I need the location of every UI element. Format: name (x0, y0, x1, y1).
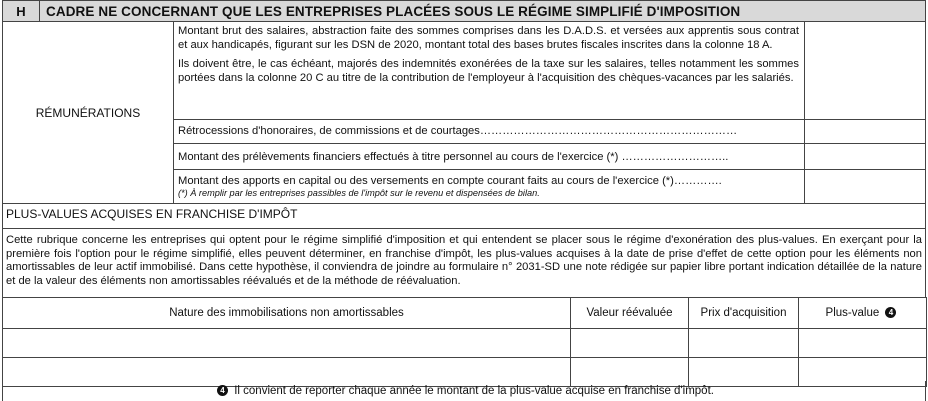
input-nature-1[interactable] (3, 329, 571, 358)
remunerations-values (805, 22, 925, 203)
plus-values-description: Cette rubrique concerne les entreprises qui optent pour le régime simplifié d'imposition et qui entendent se placer sous le régime d'exonération des plus-values. En exerçant pour la première fois l'option pour le régime simplifié, elles peuvent déterminer, en franchise d'impôt, les plus-values acquises à la date de prise d'effet de cette option pour les éléments non amortissables de leur actif immobilisé. Dans cette hypothèse, il conviendra de joindre au formulaire n° 2031-SD une note rédigée sur papier libre portant indication détaillée de la nature et de la valeur des éléments non amortissables réévalués et de la méthode de réévaluation. (2, 229, 926, 297)
col-prix-acquisition: Prix d'acquisition (689, 298, 799, 329)
majorations-paragraph: Ils doivent être, le cas échéant, majorés des indemnités exonérées de la taxe sur les salaires, telles notamment les sommes portées dans la colonne 20 C au titre de la contribution de l'employeur à l'acquisition des chèques-vacances par les salariés. (178, 58, 799, 84)
input-plus-value-1[interactable] (799, 329, 927, 358)
section-header (2, 0, 926, 22)
note-number-icon: 4 (885, 307, 896, 318)
section-title: CADRE NE CONCERNANT QUE LES ENTREPRISES PLACÉES SOUS LE RÉGIME SIMPLIFIÉ D'IMPOSITION (46, 3, 741, 19)
footnote-text: Il convient de reporter chaque année le montant de la plus-value acquise en franchise d'impôt. (234, 385, 714, 397)
salaires-paragraph: Montant brut des salaires, abstraction faite des sommes comprises dans les D.A.D.S. et versées aux apprentis sous contrat et aux handicapés, figurant sur les DSN de 2020, montant total des bases brutes fiscales inscrites dans la colonne 18 A. (178, 25, 799, 51)
plus-values-table (2, 297, 927, 387)
col-nature: Nature des immobilisations non amortissables (3, 298, 571, 329)
apports-line (173, 169, 804, 203)
col-plus-value-label: Plus-value (825, 307, 880, 319)
table-header-row (3, 298, 927, 329)
col-plus-value (799, 298, 927, 329)
footnote-number-icon: 4 (217, 385, 228, 396)
remunerations-block (2, 22, 926, 204)
prelevements-line: Montant des prélèvements financiers effectués à titre personnel au cours de l'exercice (*) ……………………….. (173, 143, 804, 169)
remunerations-descriptions (173, 22, 805, 203)
section-letter: H (3, 1, 40, 21)
input-valeur-1[interactable] (571, 329, 689, 358)
apports-note: (*) À remplir par les entreprises passibles de l'impôt sur le revenu et dispensées de bilan. (178, 188, 540, 198)
table-row (3, 329, 927, 358)
salaires-description (173, 24, 804, 119)
retrocessions-line: Rétrocessions d'honoraires, de commissions et de courtages…………………………………………………………… (173, 119, 804, 143)
plus-values-title: PLUS-VALUES ACQUISES EN FRANCHISE D'IMPÔT (2, 204, 926, 229)
remunerations-label: RÉMUNÉRATIONS (3, 22, 174, 203)
footnote (2, 381, 926, 401)
col-valeur-reevaluee: Valeur réévaluée (571, 298, 689, 329)
input-prix-1[interactable] (689, 329, 799, 358)
apports-text: Montant des apports en capital ou des versements en compte courant faits au cours de l'exercice (*)…………. (178, 175, 722, 187)
